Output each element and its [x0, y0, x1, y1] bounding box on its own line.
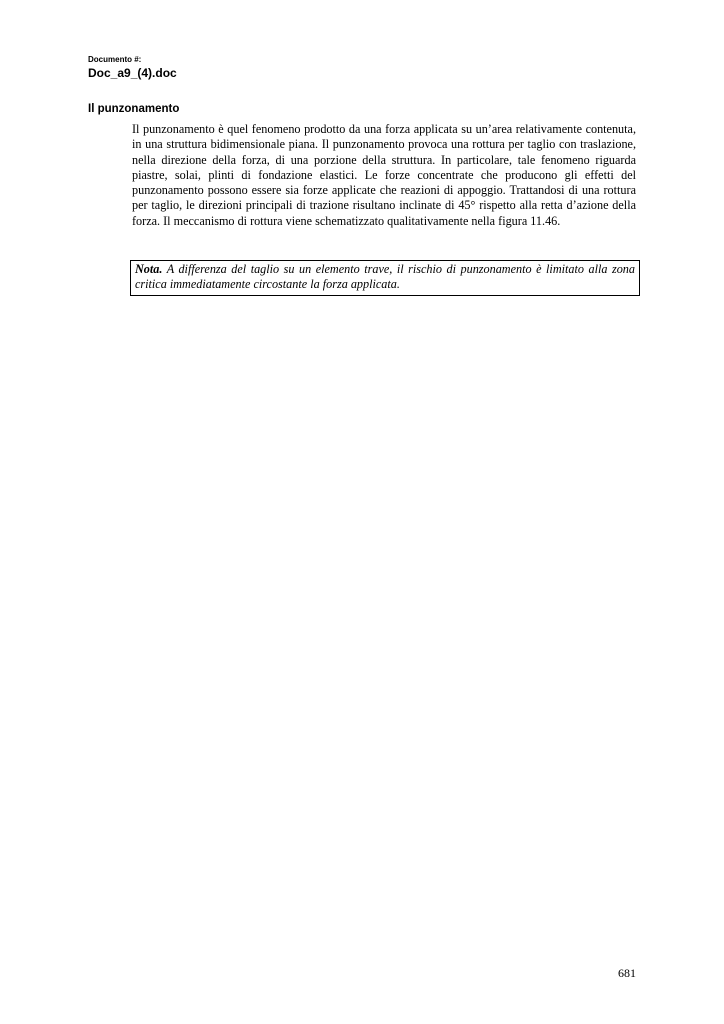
page-number: 681: [618, 966, 636, 980]
note-text: A differenza del taglio su un elemento trave, il rischio di punzonamento è limitato alla zona critica immediatamente circostante la forza applicata.: [135, 262, 635, 292]
section-heading: Il punzonamento: [88, 103, 180, 115]
note-box: [130, 260, 640, 296]
note-label: Nota.: [135, 262, 163, 276]
document-name: Doc_a9_(4).doc: [88, 66, 177, 80]
body-paragraph: Il punzonamento è quel fenomeno prodotto da una forza applicata su un’area relativamente contenuta, in una struttura bidimensionale piana. Il punzonamento provoca una rottura per taglio con traslazione, nella direzione della forza, di una porzione della struttura. In particolare, tale fenomeno riguarda piastre, solai, plinti di fondazione elastici. Le forze concentrate che producono gli effetti del punzonamento possono essere sia forze applicate che reazioni di appoggio. Trattandosi di una rottura per taglio, le direzioni principali di trazione risultano inclinate di 45° rispetto alla retta d’azione della forza. Il meccanismo di rottura viene schematizzato qualitativamente nella figura 11.46.: [132, 122, 636, 228]
document-label: Documento #:: [88, 55, 142, 64]
